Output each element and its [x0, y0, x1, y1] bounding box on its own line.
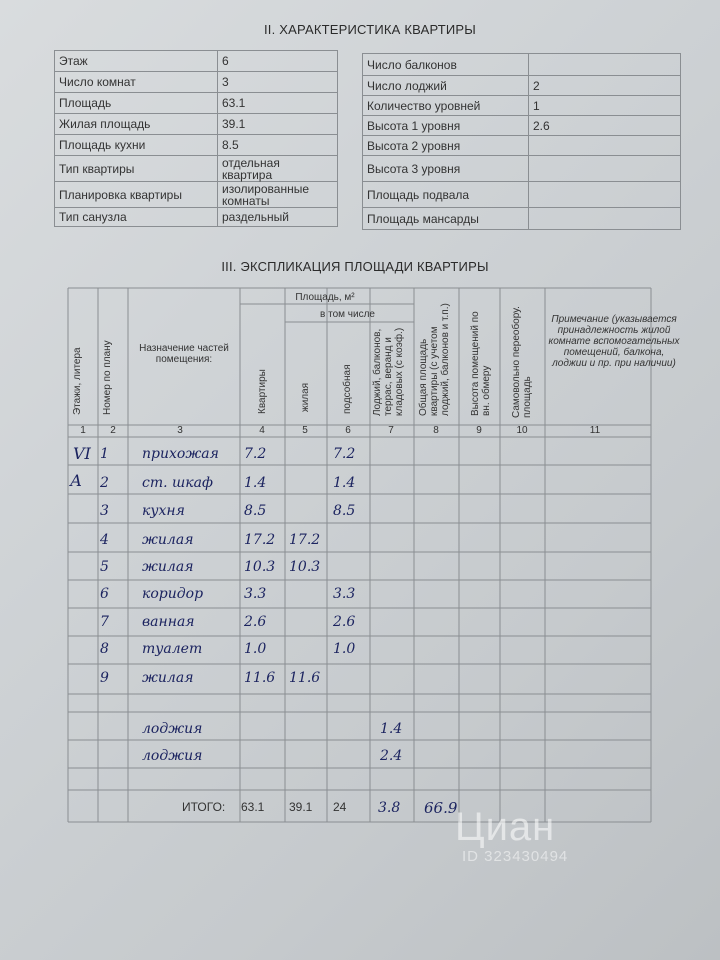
row-label: Высота 2 уровня	[363, 136, 529, 156]
column-number: 7	[388, 425, 394, 436]
room-area-flat: 1.4	[244, 475, 267, 491]
row-value: 3	[218, 72, 338, 93]
row-number: 8	[100, 641, 109, 657]
loggia-area: 1.4	[380, 721, 403, 737]
column-number: 5	[302, 425, 308, 436]
header-floor: Этажи, литера	[72, 347, 83, 415]
row-value: изолированные комнаты	[218, 182, 338, 208]
room-area-flat: 2.6	[244, 614, 267, 630]
room-name: кухня	[142, 503, 185, 519]
row-value: раздельный	[218, 208, 338, 227]
column-number: 3	[177, 425, 183, 436]
room-area-flat: 7.2	[244, 446, 267, 462]
room-area-aux: 3.3	[333, 586, 356, 602]
room-area-aux: 1.4	[333, 475, 356, 491]
row-label: Жилая площадь	[55, 114, 218, 135]
header-flat: Квартиры	[257, 369, 268, 414]
header-purpose: Назначение частей помещения:	[139, 343, 229, 365]
loggia-area: 2.4	[380, 748, 403, 764]
row-number: 3	[100, 503, 109, 519]
room-name: коридор	[142, 586, 204, 602]
cian-watermark-id: ID 323430494	[462, 848, 569, 865]
header-living: жилая	[300, 382, 311, 412]
column-number: 2	[110, 425, 116, 436]
room-area-flat: 3.3	[244, 586, 267, 602]
row-number: 7	[100, 614, 109, 630]
row-value: 39.1	[218, 114, 338, 135]
row-value: отдельная квартира	[218, 156, 338, 182]
header-height: Высота помещений по вн. обмеру	[470, 311, 492, 416]
row-label: Тип квартиры	[55, 156, 218, 182]
total-aux: 24	[333, 800, 347, 814]
row-label: Высота 3 уровня	[363, 156, 529, 182]
row-number: 6	[100, 586, 109, 602]
row-value: 63.1	[218, 93, 338, 114]
room-area-flat: 11.6	[244, 670, 276, 686]
row-label: Площадь кухни	[55, 135, 218, 156]
total-loggia: 3.8	[378, 800, 401, 816]
row-value: 6	[218, 51, 338, 72]
room-name: ст. шкаф	[142, 475, 213, 491]
row-label: Планировка квартиры	[55, 182, 218, 208]
loggia-name: лоджия	[142, 721, 203, 737]
room-name: жилая	[142, 532, 194, 548]
row-label: Число балконов	[363, 54, 529, 76]
loggia-name: лоджия	[142, 748, 203, 764]
header-in-number: в том числе	[320, 309, 375, 320]
column-number: 1	[80, 425, 86, 436]
row-label: Количество уровней	[363, 96, 529, 116]
header-plan: Номер по плану	[102, 340, 113, 415]
row-label: Площадь подвала	[363, 182, 529, 208]
row-value: 8.5	[218, 135, 338, 156]
header-self: Самовольно переобору. площадь	[511, 306, 533, 418]
row-label: Число комнат	[55, 72, 218, 93]
row-value: 2	[529, 76, 681, 96]
room-name: прихожая	[142, 446, 219, 462]
row-label: Площадь мансарды	[363, 208, 529, 230]
row-number: 2	[100, 475, 109, 491]
header-area: Площадь, м²	[295, 292, 355, 303]
row-number: 5	[100, 559, 109, 575]
row-number: 4	[100, 532, 109, 548]
row-label: Высота 1 уровня	[363, 116, 529, 136]
cian-watermark-logo: Циан	[455, 805, 556, 849]
section3-title: III. ЭКСПЛИКАЦИЯ ПЛОЩАДИ КВАРТИРЫ	[221, 259, 489, 274]
row-value: 2.6	[529, 116, 681, 136]
column-number: 9	[476, 425, 482, 436]
totals-label: ИТОГО:	[182, 800, 226, 814]
room-name: жилая	[142, 670, 194, 686]
room-area-aux: 1.0	[333, 641, 356, 657]
row-value: 1	[529, 96, 681, 116]
room-name: туалет	[142, 641, 203, 657]
column-number: 11	[589, 425, 601, 436]
header-total: Общая площадь квартиры (с учетом лоджий, балконов и т.п.)	[418, 303, 451, 416]
total-flat: 63.1	[241, 800, 265, 814]
room-area-living: 11.6	[289, 670, 321, 686]
room-area-aux: 2.6	[333, 614, 356, 630]
column-number: 8	[433, 425, 439, 436]
column-number: 6	[345, 425, 351, 436]
room-area-flat: 17.2	[244, 532, 276, 548]
room-name: ванная	[142, 614, 195, 630]
section2-title: II. ХАРАКТЕРИСТИКА КВАРТИРЫ	[264, 22, 476, 37]
floor-mark: VI	[73, 444, 91, 463]
total-living: 39.1	[289, 800, 313, 814]
room-area-living: 17.2	[289, 532, 321, 548]
room-area-aux: 7.2	[333, 446, 356, 462]
column-number: 4	[259, 425, 265, 436]
header-aux: подсобная	[342, 364, 353, 414]
room-name: жилая	[142, 559, 194, 575]
row-label: Этаж	[55, 51, 218, 72]
header-loggia: Лоджий, балконов, террас, веранд и кладовых (с коэф.)	[372, 327, 405, 416]
room-area-flat: 8.5	[244, 503, 267, 519]
row-label: Число лоджий	[363, 76, 529, 96]
row-number: 9	[100, 670, 109, 686]
litera-mark: А	[70, 471, 83, 490]
total-overall: 66.9	[424, 799, 458, 817]
room-area-living: 10.3	[289, 559, 321, 575]
header-note: Примечание (указывается принадлежность жилой комнате вспомогательных помещений, балкона, лоджии и пр. при наличии)	[548, 314, 680, 369]
room-area-flat: 10.3	[244, 559, 276, 575]
row-number: 1	[100, 446, 109, 462]
row-label: Площадь	[55, 93, 218, 114]
row-label: Тип санузла	[55, 208, 218, 227]
room-area-flat: 1.0	[244, 641, 267, 657]
room-area-aux: 8.5	[333, 503, 356, 519]
column-number: 10	[516, 425, 528, 436]
